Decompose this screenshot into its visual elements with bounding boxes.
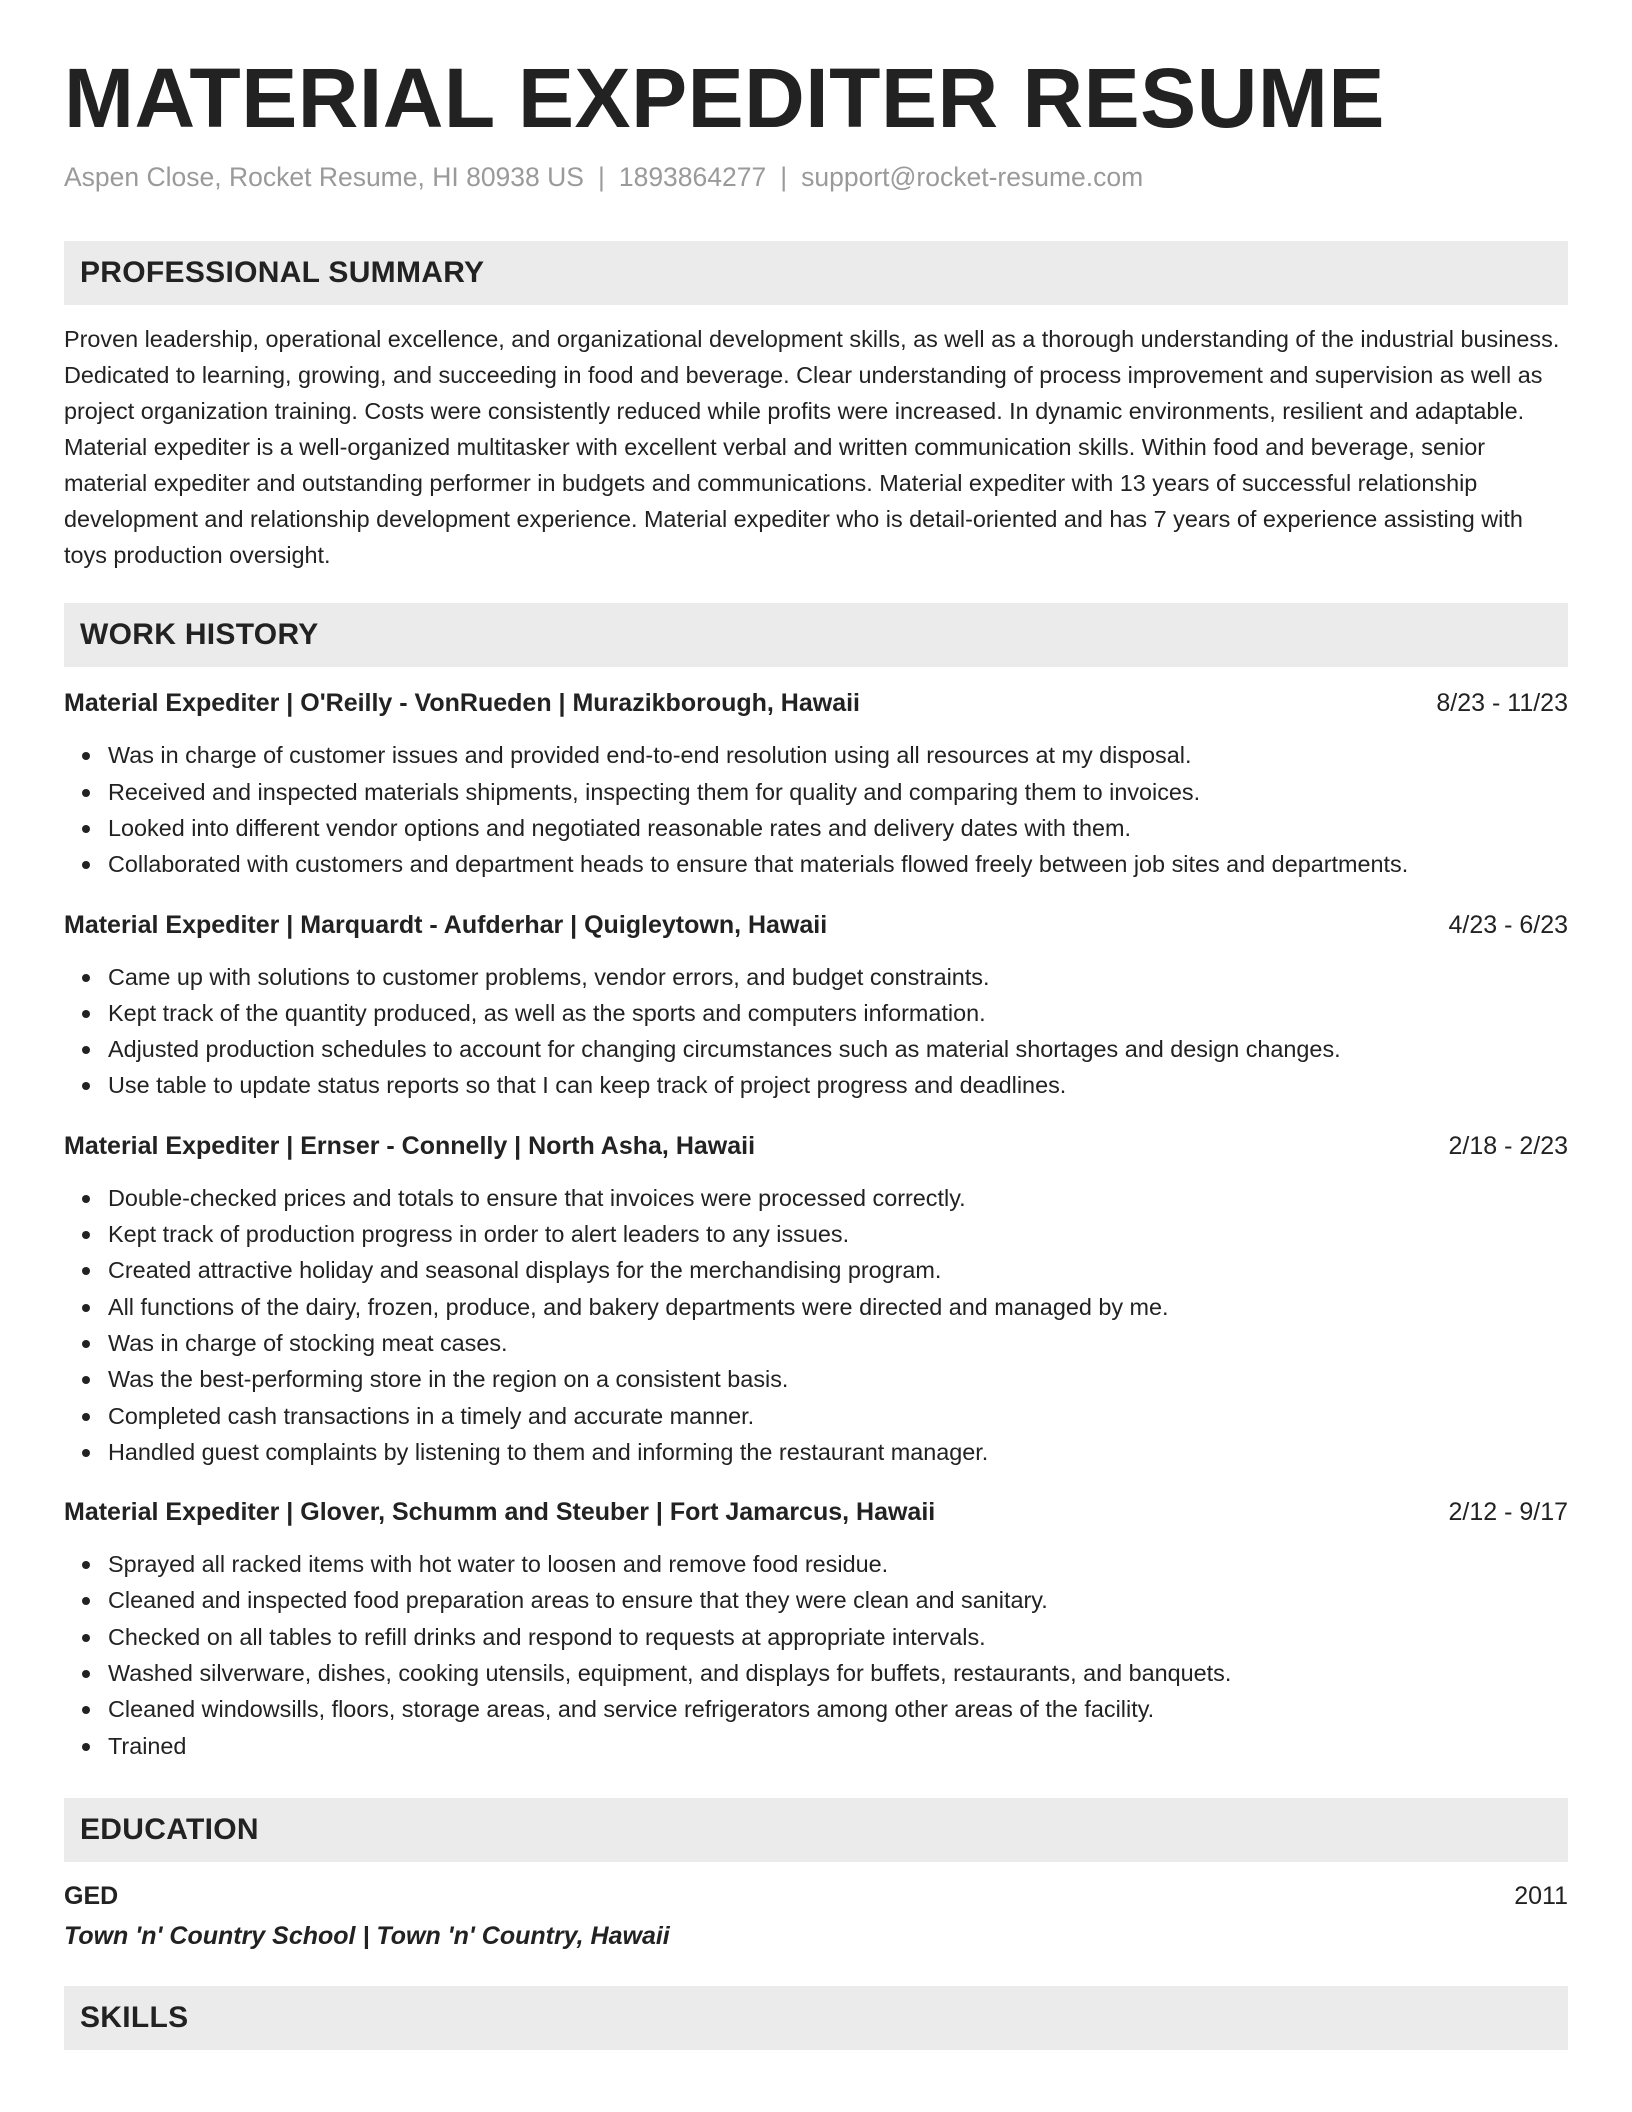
job-bullet: Use table to update status reports so that I can keep track of project progress and deadlines. [108, 1067, 1568, 1103]
job-bullet: Cleaned and inspected food preparation areas to ensure that they were clean and sanitary. [108, 1582, 1568, 1618]
job-entry [64, 1494, 1568, 1764]
job-title: Material Expediter | Marquardt - Aufderhar | Quigleytown, Hawaii [64, 910, 828, 939]
job-bullets [64, 737, 1568, 882]
contact-address: Aspen Close, Rocket Resume, HI 80938 US [64, 162, 584, 193]
section-header-skills: SKILLS [64, 1986, 1568, 2050]
education-school: Town 'n' Country School | Town 'n' Country, Hawaii [64, 1921, 670, 1950]
section-header-summary: PROFESSIONAL SUMMARY [64, 241, 1568, 305]
contact-separator: | [597, 162, 605, 193]
job-bullet: Adjusted production schedules to account for changing circumstances such as material shortages and design changes. [108, 1031, 1568, 1067]
job-title: Material Expediter | O'Reilly - VonRueden | Murazikborough, Hawaii [64, 689, 860, 718]
job-bullet: Cleaned windowsills, floors, storage areas, and service refrigerators among other areas of the facility. [108, 1691, 1568, 1727]
education-year: 2011 [1514, 1881, 1568, 1910]
job-title: Material Expediter | Glover, Schumm and Steuber | Fort Jamarcus, Hawaii [64, 1498, 936, 1527]
job-bullet: Collaborated with customers and department heads to ensure that materials flowed freely between job sites and departments. [108, 846, 1568, 882]
job-bullet: Checked on all tables to refill drinks and respond to requests at appropriate intervals. [108, 1619, 1568, 1655]
section-header-education: EDUCATION [64, 1798, 1568, 1862]
job-bullet: Sprayed all racked items with hot water to loosen and remove food residue. [108, 1546, 1568, 1582]
job-date: 2/18 - 2/23 [1448, 1131, 1568, 1160]
contact-separator: | [780, 162, 788, 193]
job-bullet: Created attractive holiday and seasonal displays for the merchandising program. [108, 1252, 1568, 1288]
education-degree: GED [64, 1881, 119, 1910]
job-bullet: Was in charge of customer issues and provided end-to-end resolution using all resources at my disposal. [108, 737, 1568, 773]
job-bullet: Came up with solutions to customer problems, vendor errors, and budget constraints. [108, 959, 1568, 995]
job-bullet: Washed silverware, dishes, cooking utensils, equipment, and displays for buffets, restaurants, and banquets. [108, 1655, 1568, 1691]
job-bullet: All functions of the dairy, frozen, produce, and bakery departments were directed and managed by me. [108, 1289, 1568, 1325]
resume-title: MATERIAL EXPEDITER RESUME [64, 51, 1385, 145]
job-bullets [64, 1180, 1568, 1470]
summary-text: Proven leadership, operational excellence, and organizational development skills, as well as a thorough understanding of the industrial business. Dedicated to learning, growing, and succeeding in food and beverage. Clear understanding of process improvement and supervision as well as project organization training. Costs were consistently reduced while profits were increased. In dynamic environments, resilient and adaptable. Material expediter is a well-organized multitasker with excellent verbal and written communication skills. Within food and beverage, senior material expediter and outstanding performer in budgets and communications. Material expediter with 13 years of successful relationship development and relationship development experience. Material expediter who is detail-oriented and has 7 years of experience assisting with toys production oversight. [64, 326, 1560, 569]
job-bullet: Was the best-performing store in the region on a consistent basis. [108, 1361, 1568, 1397]
job-header [64, 1128, 1568, 1164]
job-bullet: Looked into different vendor options and negotiated reasonable rates and delivery dates with them. [108, 810, 1568, 846]
job-title: Material Expediter | Ernser - Connelly | North Asha, Hawaii [64, 1131, 756, 1160]
job-bullet: Kept track of production progress in order to alert leaders to any issues. [108, 1216, 1568, 1252]
job-bullet: Kept track of the quantity produced, as well as the sports and computers information. [108, 995, 1568, 1031]
job-bullet: Was in charge of stocking meat cases. [108, 1325, 1568, 1361]
section-header-work-history: WORK HISTORY [64, 603, 1568, 667]
job-bullet: Double-checked prices and totals to ensure that invoices were processed correctly. [108, 1180, 1568, 1216]
job-entry [64, 1128, 1568, 1470]
job-bullets [64, 1546, 1568, 1764]
job-bullet: Completed cash transactions in a timely and accurate manner. [108, 1398, 1568, 1434]
contact-line [64, 162, 1568, 193]
job-date: 8/23 - 11/23 [1436, 689, 1568, 718]
job-header [64, 907, 1568, 943]
job-bullets [64, 959, 1568, 1104]
job-entry [64, 907, 1568, 1104]
job-date: 4/23 - 6/23 [1448, 910, 1568, 939]
job-date: 2/12 - 9/17 [1448, 1498, 1568, 1527]
job-entry [64, 685, 1568, 882]
job-bullet: Handled guest complaints by listening to them and informing the restaurant manager. [108, 1434, 1568, 1470]
job-header [64, 685, 1568, 721]
education-header [64, 1878, 1568, 1914]
job-bullet: Trained [108, 1728, 1568, 1764]
job-header [64, 1494, 1568, 1530]
contact-phone: 1893864277 [618, 162, 767, 193]
contact-email: support@rocket-resume.com [801, 162, 1144, 193]
job-bullet: Received and inspected materials shipments, inspecting them for quality and comparing them to invoices. [108, 774, 1568, 810]
